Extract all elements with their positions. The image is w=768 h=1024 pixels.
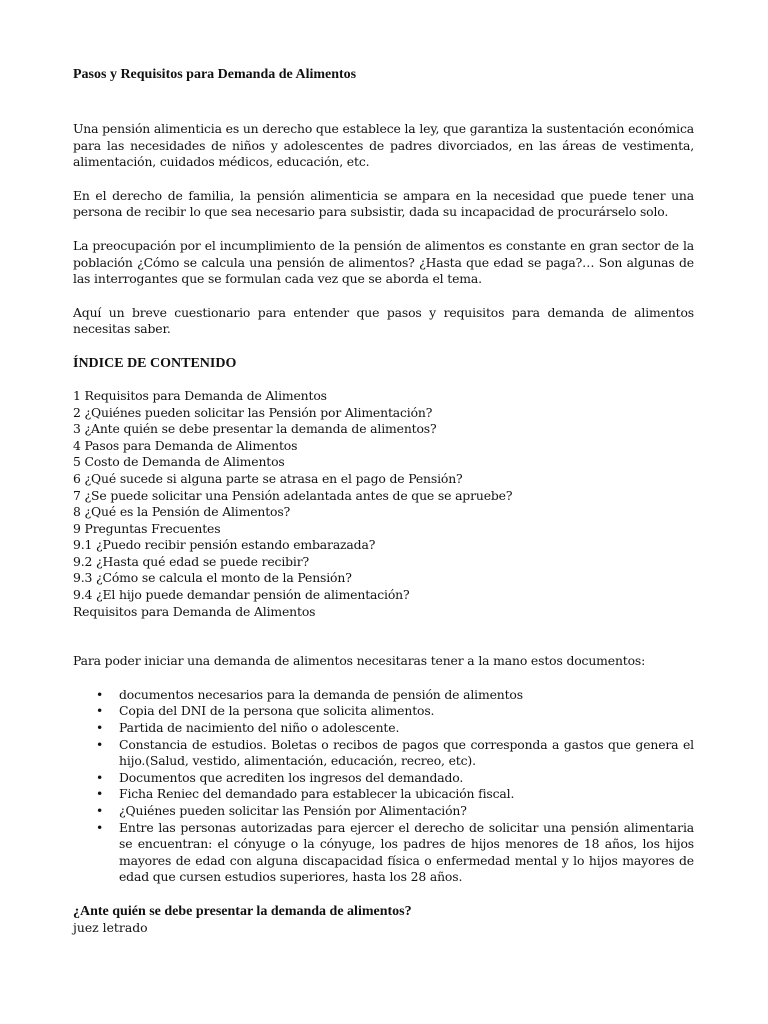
- toc-item[interactable]: 1 Requisitos para Demanda de Alimentos: [73, 387, 327, 403]
- paragraph-concern: La preocupación por el incumplimiento de la pensión de alimentos es constante en gran sector de la población ¿Cómo se calcula una pensión de alimentos? ¿Hasta que edad se paga?… Son algunas de las interrogantes que se formulan cada vez que se aborda el tema.: [73, 237, 694, 287]
- toc-item[interactable]: 5 Costo de Demanda de Alimentos: [73, 454, 285, 470]
- document-title: Pasos y Requisitos para Demanda de Alimentos: [73, 67, 357, 82]
- list-item: [73, 770, 694, 787]
- bullet-icon: •: [96, 769, 104, 785]
- toc-item[interactable]: 6 ¿Qué sucede si alguna parte se atrasa en el pago de Pensión?: [73, 470, 463, 486]
- toc-item[interactable]: 9 Preguntas Frecuentes: [73, 520, 221, 536]
- list-item-text: Partida de nacimiento del niño o adolescente.: [119, 720, 400, 736]
- list-item-text: documentos necesarios para la demanda de pensión de alimentos: [119, 686, 523, 702]
- bullet-icon: •: [96, 786, 104, 802]
- list-item-text: Constancia de estudios. Boletas o recibos de pagos que corresponda a gastos que genera el hijo.(Salud, vestido, alimentación, educación, recreo, etc).: [119, 736, 694, 769]
- toc-item[interactable]: 8 ¿Qué es la Pensión de Alimentos?: [73, 504, 291, 520]
- list-item: [73, 820, 694, 886]
- bullet-icon: •: [96, 736, 104, 752]
- toc-item[interactable]: 9.4 ¿El hijo puede demandar pensión de alimentación?: [73, 587, 410, 603]
- bullet-icon: •: [96, 803, 104, 818]
- paragraph-family-law: En el derecho de familia, la pensión alimenticia se ampara en la necesidad que puede tener una persona de recibir lo que sea necesario para subsistir, dada su incapacidad de procurárselo solo.: [73, 187, 694, 220]
- documents-list: [73, 687, 694, 886]
- bullet-icon: •: [96, 703, 104, 719]
- toc-item[interactable]: 2 ¿Quiénes pueden solicitar las Pensión por Alimentación?: [73, 404, 433, 420]
- list-item: [73, 786, 694, 803]
- documents-intro: Para poder iniciar una demanda de alimentos necesitaras tener a la mano estos documentos:: [73, 653, 646, 669]
- bullet-icon: •: [96, 686, 104, 702]
- table-of-contents: [73, 388, 694, 620]
- toc-item[interactable]: 9.1 ¿Puedo recibir pensión estando embarazada?: [73, 537, 376, 553]
- paragraph-questionnaire: Aquí un breve cuestionario para entender que pasos y requisitos para demanda de alimentos necesitas saber.: [73, 304, 694, 337]
- list-item: [73, 720, 694, 737]
- list-item: [73, 737, 694, 770]
- toc-item[interactable]: 4 Pasos para Demanda de Alimentos: [73, 437, 298, 453]
- toc-heading: ÍNDICE DE CONTENIDO: [73, 355, 237, 371]
- toc-item[interactable]: 7 ¿Se puede solicitar una Pensión adelantada antes de que se apruebe?: [73, 487, 513, 503]
- question-answer: juez letrado: [73, 919, 148, 935]
- document-page: [73, 66, 694, 937]
- toc-item[interactable]: 9.2 ¿Hasta qué edad se puede recibir?: [73, 553, 309, 569]
- list-item: [73, 687, 694, 704]
- toc-item[interactable]: 9.3 ¿Cómo se calcula el monto de la Pensión?: [73, 570, 352, 586]
- list-item-text: ¿Quiénes pueden solicitar las Pensión por Alimentación?: [119, 803, 467, 818]
- list-item-text: Copia del DNI de la persona que solicita alimentos.: [119, 703, 435, 719]
- list-item: [73, 803, 694, 820]
- toc-item[interactable]: Requisitos para Demanda de Alimentos: [73, 603, 316, 619]
- bullet-icon: •: [96, 819, 104, 835]
- list-item-text: Ficha Reniec del demandado para establecer la ubicación fiscal.: [119, 786, 515, 802]
- paragraph-intro: Una pensión alimenticia es un derecho que establece la ley, que garantiza la sustentación económica para las necesidades de niños y adolescentes de padres divorciados, en las áreas de vestimenta, alimentación, cuidados médicos, educación, etc.: [73, 121, 694, 170]
- bullet-icon: •: [96, 720, 104, 736]
- question-heading: ¿Ante quién se debe presentar la demanda de alimentos?: [73, 903, 412, 919]
- toc-item[interactable]: 3 ¿Ante quién se debe presentar la demanda de alimentos?: [73, 421, 437, 437]
- list-item-text: Documentos que acrediten los ingresos del demandado.: [119, 769, 464, 785]
- list-item: [73, 703, 694, 720]
- list-item-text: Entre las personas autorizadas para ejercer el derecho de solicitar una pensión alimentaria se encuentran: el cónyuge o la cónyuge, los padres de hijos menores de 18 años, los hijos mayores de edad con alguna discapacidad física o enfermedad mental y lo hijos mayores de edad que cursen estudios superiores, hasta los 28 años.: [119, 819, 694, 885]
